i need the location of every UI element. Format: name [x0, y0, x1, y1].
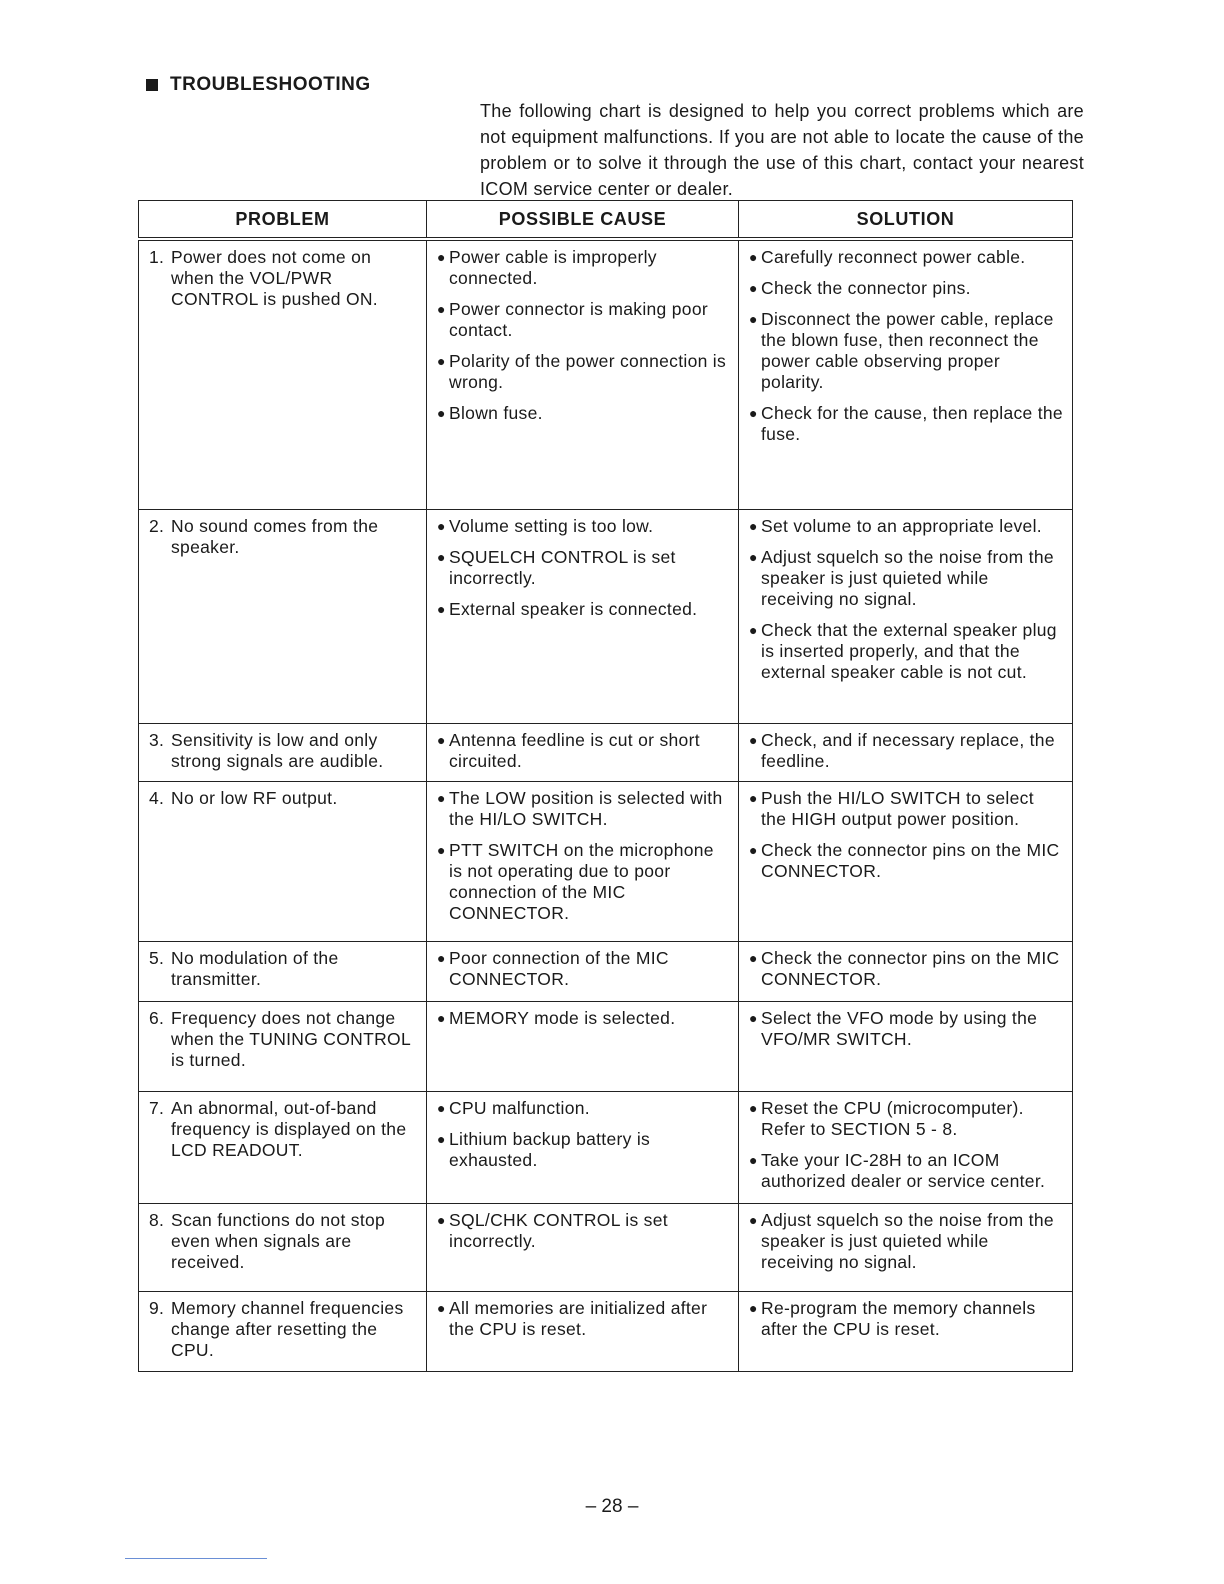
cause-item	[437, 1298, 730, 1340]
cause-text: Volume setting is too low.	[449, 515, 654, 536]
solution-text: Check the connector pins.	[761, 278, 971, 298]
table-row	[139, 239, 1073, 509]
problem-item	[149, 516, 418, 558]
intro-paragraph: The following chart is designed to help you correct problems which are not equipment malfunctions. If you are not able to locate the cause of the problem or to solve it through the use of this chart, contact your nearest ICOM service center or dealer.	[480, 101, 1084, 199]
problem-item	[149, 247, 418, 310]
bullet-dot-icon: ●	[437, 600, 446, 617]
bullet-dot-icon: ●	[749, 1211, 758, 1228]
cause-item	[437, 1210, 730, 1252]
solution-text: Carefully reconnect power cable.	[761, 247, 1026, 267]
cause-cell	[427, 239, 739, 509]
table-row	[139, 1001, 1073, 1091]
solution-item	[749, 1298, 1064, 1340]
solution-item	[749, 1150, 1064, 1192]
bullet-dot-icon: ●	[437, 1009, 446, 1026]
bullet-dot-icon: ●	[437, 1130, 446, 1147]
bullet-dot-icon: ●	[749, 280, 758, 296]
problem-cell	[139, 239, 427, 509]
bullet-dot-icon: ●	[437, 731, 446, 748]
solution-item	[749, 516, 1064, 537]
problem-item	[149, 1098, 418, 1161]
problem-item	[149, 1210, 418, 1273]
cause-cell	[427, 1001, 739, 1091]
cause-cell	[427, 781, 739, 941]
bullet-dot-icon: ●	[749, 1151, 758, 1168]
problem-text: Power does not come on when the VOL/PWR CONTROL is pushed ON.	[171, 247, 378, 309]
table-row	[139, 723, 1073, 781]
table-row	[139, 1091, 1073, 1203]
bullet-dot-icon: ●	[437, 1299, 446, 1316]
bullet-dot-icon: ●	[437, 1099, 446, 1116]
solution-item	[749, 840, 1064, 882]
solution-item	[749, 730, 1064, 772]
solution-item	[749, 1008, 1064, 1050]
bullet-dot-icon: ●	[437, 517, 446, 534]
cause-cell	[427, 941, 739, 1001]
cause-cell	[427, 723, 739, 781]
solution-cell	[739, 723, 1073, 781]
cause-item	[437, 788, 730, 830]
header-problem: PROBLEM	[139, 201, 427, 240]
cause-text: Power cable is improperly connected.	[449, 247, 657, 288]
solution-cell	[739, 1001, 1073, 1091]
table-row	[139, 1291, 1073, 1371]
cause-item	[437, 599, 730, 620]
cause-item	[437, 516, 730, 537]
bullet-dot-icon: ●	[749, 1299, 758, 1316]
cause-text: SQUELCH CONTROL is set incorrectly.	[449, 546, 676, 588]
table-row	[139, 1203, 1073, 1291]
problem-cell	[139, 1001, 427, 1091]
bullet-dot-icon: ●	[749, 949, 758, 966]
bullet-dot-icon: ●	[437, 1211, 446, 1228]
cause-item	[437, 547, 730, 589]
cause-text: Poor connection of the MIC CONNECTOR.	[449, 947, 669, 989]
problem-number: 5.	[149, 947, 165, 968]
problem-text: Frequency does not change when the TUNING CONTROL is turned.	[171, 1007, 411, 1070]
cause-item	[437, 1129, 730, 1171]
bullet-dot-icon: ●	[437, 949, 446, 966]
problem-number: 8.	[149, 1209, 165, 1230]
solution-item	[749, 620, 1064, 683]
solution-cell	[739, 509, 1073, 723]
solution-text: Push the HI/LO SWITCH to select the HIGH output power position.	[761, 787, 1034, 829]
solution-item	[749, 948, 1064, 990]
bullet-dot-icon: ●	[437, 301, 446, 317]
problem-cell	[139, 509, 427, 723]
solution-cell	[739, 1091, 1073, 1203]
problem-item	[149, 948, 418, 990]
solution-text: Check that the external speaker plug is inserted properly, and that the external speaker cable is not cut.	[761, 619, 1057, 682]
bullet-dot-icon: ●	[749, 548, 758, 565]
cause-cell	[427, 1203, 739, 1291]
scan-edge-line	[125, 1558, 267, 1559]
problem-cell	[139, 1203, 427, 1291]
cause-text: Power connector is making poor contact.	[449, 299, 708, 340]
problem-cell	[139, 1091, 427, 1203]
problem-number: 6.	[149, 1007, 165, 1028]
table-row	[139, 509, 1073, 723]
bullet-dot-icon: ●	[749, 1099, 758, 1116]
cause-text: PTT SWITCH on the microphone is not operating due to poor connection of the MIC CONNECTOR.	[449, 839, 714, 923]
cause-item	[437, 299, 730, 341]
cause-text: SQL/CHK CONTROL is set incorrectly.	[449, 1209, 668, 1251]
problem-cell	[139, 781, 427, 941]
square-bullet-icon	[146, 79, 158, 91]
solution-item	[749, 1210, 1064, 1273]
problem-text: Memory channel frequencies change after resetting the CPU.	[171, 1297, 404, 1360]
cause-item	[437, 1098, 730, 1119]
table-header-row	[139, 201, 1073, 240]
bullet-dot-icon: ●	[749, 621, 758, 638]
troubleshooting-table	[138, 200, 1073, 1372]
cause-item	[437, 948, 730, 990]
bullet-dot-icon: ●	[437, 249, 446, 265]
solution-text: Check for the cause, then replace the fuse.	[761, 403, 1063, 444]
solution-text: Adjust squelch so the noise from the speaker is just quieted while receiving no signal.	[761, 1209, 1054, 1272]
cause-text: CPU malfunction.	[449, 1097, 590, 1118]
solution-item	[749, 278, 1064, 299]
problem-number: 4.	[149, 787, 165, 808]
bullet-dot-icon: ●	[749, 1009, 758, 1026]
section-heading	[146, 74, 371, 96]
bullet-dot-icon: ●	[749, 841, 758, 858]
bullet-dot-icon: ●	[749, 405, 758, 421]
cause-cell	[427, 1091, 739, 1203]
cause-text: The LOW position is selected with the HI/LO SWITCH.	[449, 787, 723, 829]
bullet-dot-icon: ●	[437, 353, 446, 369]
cause-text: MEMORY mode is selected.	[449, 1007, 676, 1028]
cause-item	[437, 840, 730, 924]
problem-cell	[139, 941, 427, 1001]
cause-item	[437, 247, 730, 289]
solution-text: Select the VFO mode by using the VFO/MR SWITCH.	[761, 1007, 1038, 1049]
solution-item	[749, 547, 1064, 610]
table-row	[139, 941, 1073, 1001]
solution-cell	[739, 941, 1073, 1001]
problem-text: No or low RF output.	[171, 787, 338, 808]
solution-item	[749, 403, 1064, 445]
solution-cell	[739, 781, 1073, 941]
header-possible-cause: POSSIBLE CAUSE	[427, 201, 739, 240]
problem-cell	[139, 1291, 427, 1371]
problem-text: Scan functions do not stop even when signals are received.	[171, 1209, 386, 1272]
problem-item	[149, 788, 418, 809]
problem-cell	[139, 723, 427, 781]
cause-text: Blown fuse.	[449, 403, 543, 423]
cause-item	[437, 403, 730, 424]
cause-text: Polarity of the power connection is wrong.	[449, 351, 727, 392]
solution-item	[749, 788, 1064, 830]
solution-item	[749, 247, 1064, 268]
cause-text: Lithium backup battery is exhausted.	[449, 1128, 651, 1170]
cause-text: Antenna feedline is cut or short circuited.	[449, 729, 700, 771]
problem-text: No sound comes from the speaker.	[171, 515, 379, 557]
bullet-dot-icon: ●	[749, 789, 758, 806]
problem-text: An abnormal, out-of-band frequency is displayed on the LCD READOUT.	[171, 1097, 407, 1160]
cause-cell	[427, 1291, 739, 1371]
bullet-dot-icon: ●	[437, 841, 446, 858]
problem-number: 7.	[149, 1097, 165, 1118]
cause-text: All memories are initialized after the CPU is reset.	[449, 1297, 708, 1339]
cause-text: External speaker is connected.	[449, 598, 698, 619]
bullet-dot-icon: ●	[437, 789, 446, 806]
cause-item	[437, 351, 730, 393]
bullet-dot-icon: ●	[749, 731, 758, 748]
problem-item	[149, 730, 418, 772]
bullet-dot-icon: ●	[437, 405, 446, 421]
header-solution: SOLUTION	[739, 201, 1073, 240]
problem-number: 3.	[149, 729, 165, 750]
problem-text: Sensitivity is low and only strong signals are audible.	[171, 729, 384, 771]
solution-cell	[739, 1203, 1073, 1291]
solution-text: Check the connector pins on the MIC CONNECTOR.	[761, 839, 1060, 881]
solution-text: Check the connector pins on the MIC CONNECTOR.	[761, 947, 1060, 989]
bullet-dot-icon: ●	[749, 517, 758, 534]
solution-cell	[739, 1291, 1073, 1371]
section-heading-text: TROUBLESHOOTING	[170, 74, 371, 95]
bullet-dot-icon: ●	[749, 311, 758, 327]
bullet-dot-icon: ●	[437, 548, 446, 565]
problem-item	[149, 1008, 418, 1071]
bullet-dot-icon: ●	[749, 249, 758, 265]
problem-number: 1.	[149, 247, 165, 267]
cause-item	[437, 730, 730, 772]
solution-item	[749, 309, 1064, 393]
solution-text: Take your IC-28H to an ICOM authorized dealer or service center.	[761, 1149, 1046, 1191]
cause-cell	[427, 509, 739, 723]
problem-number: 2.	[149, 515, 165, 536]
cause-item	[437, 1008, 730, 1029]
solution-cell	[739, 239, 1073, 509]
solution-text: Adjust squelch so the noise from the speaker is just quieted while receiving no signal.	[761, 546, 1054, 609]
problem-item	[149, 1298, 418, 1361]
solution-text: Set volume to an appropriate level.	[761, 515, 1042, 536]
solution-text: Reset the CPU (microcomputer). Refer to SECTION 5 - 8.	[761, 1097, 1024, 1139]
problem-text: No modulation of the transmitter.	[171, 947, 339, 989]
solution-text: Re-program the memory channels after the CPU is reset.	[761, 1297, 1036, 1339]
solution-text: Disconnect the power cable, replace the blown fuse, then reconnect the power cable observing proper polarity.	[761, 309, 1054, 392]
solution-text: Check, and if necessary replace, the feedline.	[761, 729, 1055, 771]
solution-item	[749, 1098, 1064, 1140]
page-number: – 28 –	[585, 1496, 639, 1517]
problem-number: 9.	[149, 1297, 165, 1318]
table-row	[139, 781, 1073, 941]
